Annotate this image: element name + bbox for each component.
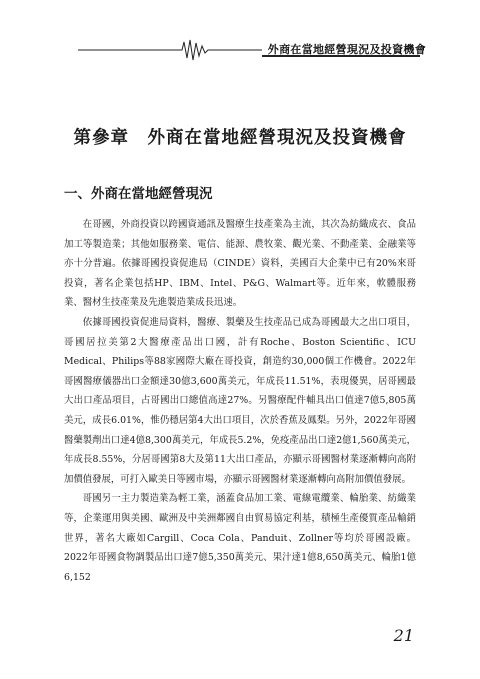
chapter-title: 第參章 外商在當地經營現況及投資機會 <box>73 128 407 148</box>
paragraph: 依據哥國投資促進局資料，醫療、製藥及生技產品已成為哥國最大之出口項目，哥國居拉美第2大醫療產品出口國，計有Roche、Boston Scientific、ICU Medical、Philips等88家國際大廠在哥投資，創造約30,000個工作機會。2022年哥國醫療儀器出口金額達30億3,600萬美元，年成長11.51%，表現優異，居哥國最大出口產品項目，占哥國出口總值高達27%。另醫療配件輔具出口值達7億5,805萬美元，成長6.01%，惟仍穩居第4大出口項目，次於香蕉及鳳梨。另外，2022年哥國醫藥製劑出口達4億8,300萬美元，年成長5.2%，免疫產品出口達2億1,560萬美元，年成長8.55%，分居哥國第8大及第11大出口產品，亦顯示哥國醫材業逐漸轉向高附加價值發展，可打入歐美日等國市場，亦顯示哥國醫材業逐漸轉向高附加價值發展。 <box>64 316 416 485</box>
paragraph: 在哥國，外商投資以跨國資通訊及醫療生技產業為主流，其次為紡織成衣、食品加工等製造業；其他如服務業、電信、能源、農牧業、觀光業、不動產業、金融業等亦十分普遍。依據哥國投資促進局（CINDE）資料，美國百大企業中已有20%來哥投資，著名企業包括HP、IBM、Intel、P&G、Walmart等。近年來，軟體服務業、醫材生技產業及先進製造業成長迅速。 <box>64 219 416 309</box>
page-number: 21 <box>393 626 414 645</box>
paragraph: 哥國另一主力製造業為輕工業，涵蓋食品加工業、電線電纜業、輪胎業、紡織業等，企業運用與美國、歐洲及中美洲鄰國自由貿易協定利基，積極生產優質產品輸銷世界，著名大廠如Cargill、Coca Cola、Panduit、Zollner等均於哥國設廠。2022年哥國食物調製品出口達7億5,350萬美元、果汁達1億8,650萬美元、輪胎1億6,152 <box>64 493 416 583</box>
running-header-title: 外商在當地經營現況及投資機會 <box>267 43 426 56</box>
running-header <box>0 36 480 62</box>
section-title: 一、外商在當地經營現況 <box>64 186 213 202</box>
body-text <box>64 215 416 587</box>
